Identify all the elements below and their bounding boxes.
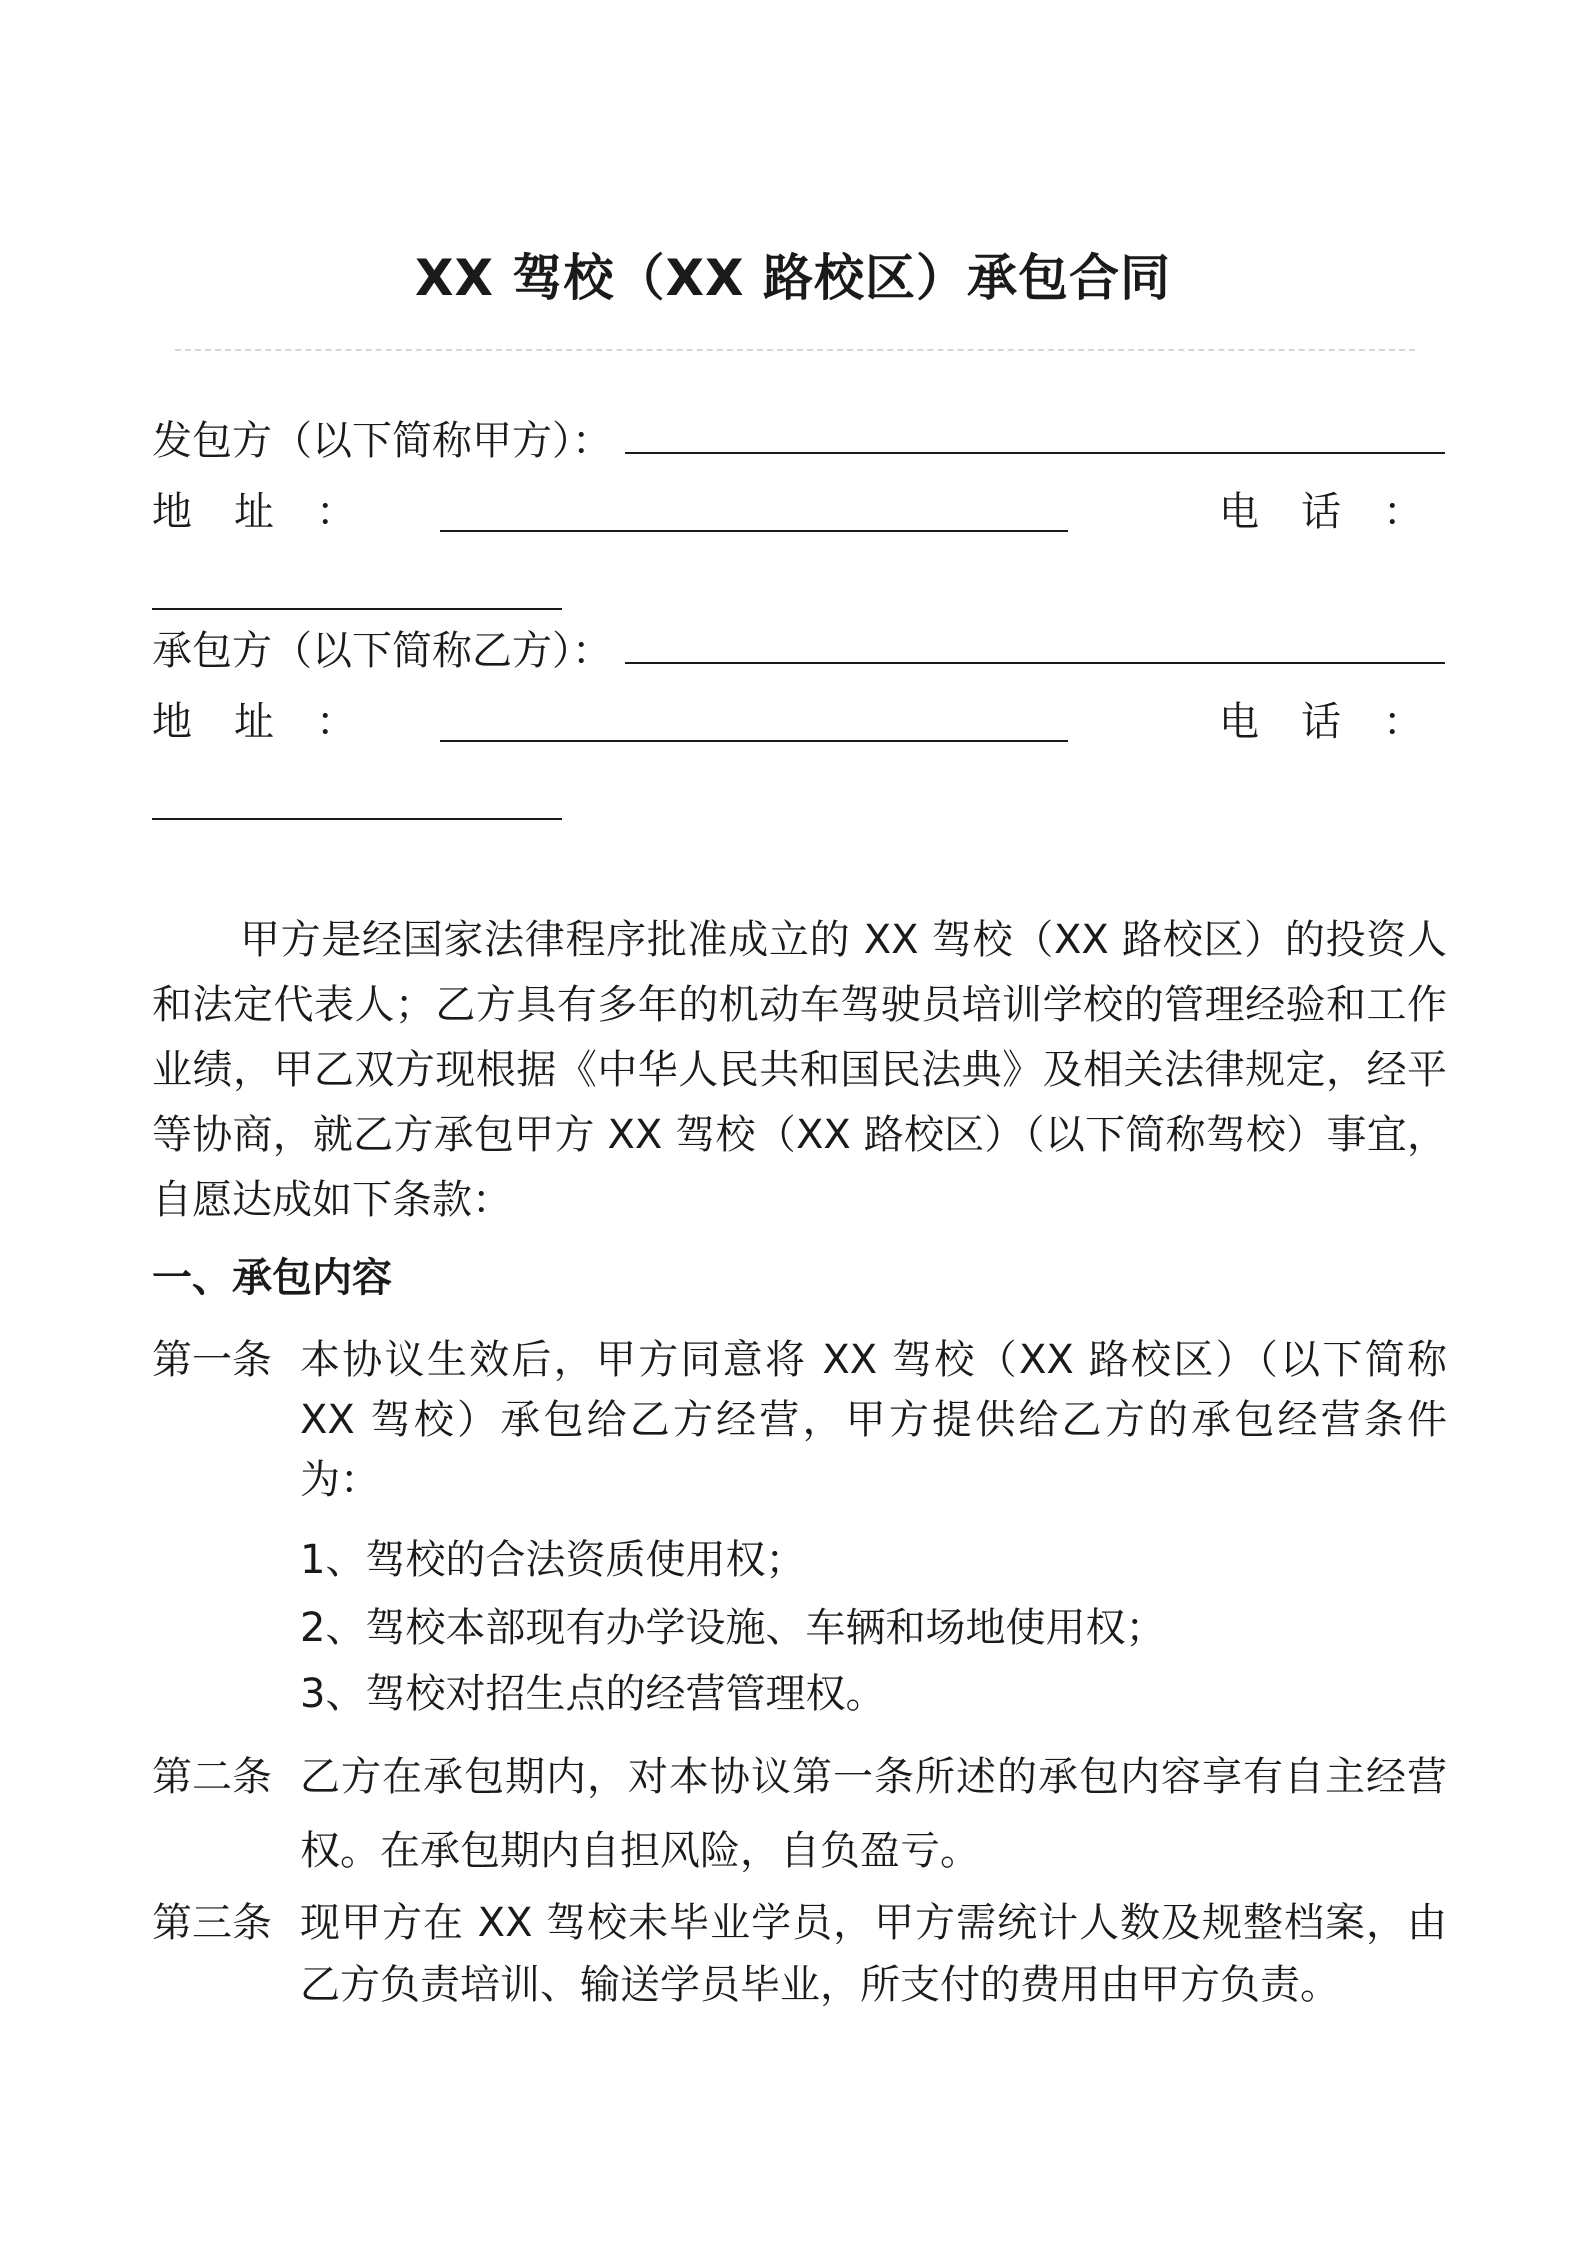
party-b-row — [152, 622, 1445, 679]
article-1-item-3: 3、驾校对招生点的经营管理权。 — [300, 1671, 886, 1717]
party-a-phone-row — [152, 568, 562, 625]
party-a-phone-label: 电话： — [1219, 489, 1465, 535]
preamble-paragraph: 甲方是经国家法律程序批准成立的 XX 驾校（XX 路校区）的投资人和法定代表人；乙方具有多年的机动车驾驶员培训学校的管理经验和工作业绩，甲乙双方现根据《中华人民共和国民法典》及相关法律规定，经平等协商，就乙方承包甲方 XX 驾校（XX 路校区）（以下简称驾校）事宜，自愿达成如下条款： — [152, 917, 1447, 1223]
section-heading-1: 一、承包内容 — [152, 1255, 392, 1301]
party-a-address-label: 地址： — [152, 489, 398, 535]
title-divider — [175, 349, 1415, 351]
article-2-label: 第二条 — [152, 1754, 272, 1800]
party-b-phone-blank[interactable] — [152, 778, 562, 820]
article-2 — [152, 1740, 1447, 1888]
article-3-text: 现甲方在 XX 驾校未毕业学员，甲方需统计人数及规整档案，由乙方负责培训、输送学员毕业，所支付的费用由甲方负责。 — [300, 1900, 1447, 2008]
party-a-name-blank[interactable] — [625, 412, 1445, 454]
party-b-contact-row — [152, 694, 1465, 750]
party-b-phone-row — [152, 778, 562, 835]
party-a-label: 发包方（以下简称甲方）： — [152, 418, 612, 464]
article-1-label: 第一条 — [152, 1337, 272, 1383]
party-b-phone-label: 电话： — [1219, 699, 1465, 745]
article-2-text: 乙方在承包期内，对本协议第一条所述的承包内容享有自主经营权。在承包期内自担风险，自负盈亏。 — [300, 1754, 1447, 1874]
party-b-label: 承包方（以下简称乙方）： — [152, 628, 612, 674]
party-b-address-label: 地址： — [152, 699, 398, 745]
article-3-label: 第三条 — [152, 1900, 272, 1946]
article-1-item-2: 2、驾校本部现有办学设施、车辆和场地使用权； — [300, 1605, 1166, 1651]
article-1 — [152, 1330, 1447, 1510]
party-b-address-blank[interactable] — [440, 700, 1068, 742]
document-title: XX 驾校（XX 路校区）承包合同 — [414, 249, 1171, 307]
article-3 — [152, 1892, 1447, 2016]
article-1-text: 本协议生效后，甲方同意将 XX 驾校（XX 路校区）（以下简称 XX 驾校）承包给乙方经营，甲方提供给乙方的承包经营条件为： — [300, 1337, 1447, 1503]
party-a-contact-row — [152, 484, 1465, 540]
article-1-item-1: 1、驾校的合法资质使用权； — [300, 1537, 806, 1583]
party-a-address-blank[interactable] — [440, 490, 1068, 532]
party-a-row — [152, 412, 1445, 469]
party-a-phone-blank[interactable] — [152, 568, 562, 610]
party-b-name-blank[interactable] — [625, 622, 1445, 664]
